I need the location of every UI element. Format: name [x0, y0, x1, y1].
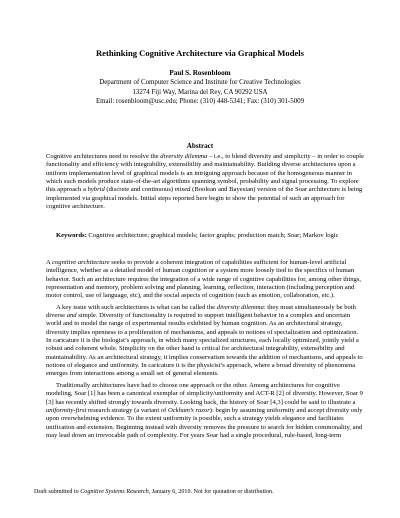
text-run: ): begin by assuming uniformity and accept diversity only upon overwhelming evidence. To the extent uniformity is possible, such a strategy yields elegance and facilitates unification and extension. Beginning instead with diversity removes the pressure to search for hidden commonality, and may lead down an irrevocable path of complexity. For years Soar had a single procedural, rule-based, long-term: [46, 406, 363, 439]
footer-suffix: , January 6, 2010. Not for quotation or distribution.: [148, 489, 274, 495]
emphasized-text: diversity dilemma: [160, 153, 208, 160]
body-paragraph: [46, 382, 364, 440]
author-name: Paul S. Rosenbloom: [169, 69, 231, 77]
text-run: research strategy (a variant of: [86, 406, 168, 414]
text-run: : they must simultaneously be both diverse: [46, 303, 356, 320]
paper-title: Rethinking Cognitive Architecture via Graphical Models: [95, 48, 305, 58]
body-paragraph: [46, 304, 364, 379]
contact-line: Email: rosenbloom@usc.edu; Phone: (310) 448-5341; Fax: (310) 301-5009: [95, 98, 305, 106]
emphasized-text: uniformity-first: [46, 406, 87, 414]
body-text: [46, 259, 364, 443]
emphasized-text: cognitive architecture: [52, 259, 110, 266]
text-run: (discrete and continuous): [104, 186, 175, 194]
emphasized-text: and: [66, 312, 77, 320]
body-paragraph: [46, 259, 364, 301]
emphasized-text: mixed: [174, 186, 191, 194]
emphasized-text: Ockham’s razor: [167, 406, 210, 414]
keywords-text: Cognitive architecture; graphical models; factor graphs; production match; Soar; Markov logic: [86, 232, 339, 239]
text-run: Traditionally architectures have had to choose one approach or the other. Among architectures for cognitive modeling, Soar [1] has been a canonical exemplar of simplicity/uniformity and ACT-R [2] of diversity. However, Soar 9 [3] has recently shifted strongly towards diversity. Looking back, the history of Soar [4,3] could be said to illustrate a: [46, 381, 363, 406]
text-run: simple. Diversity of functionality is required to support intelligent behavior in a complex and uncertain world and to model the range of experimental results exhibited by human cognition. As an architectural strategy, diversity implies openness to a proliferation of mechanisms, and appeals to notions of specialization and optimization. In caricature it is the biologist’s approach, in which many specialized structures, each locally optimized, jointly yield a robust and coherent whole. Simplicity on the other hand is critical for architectural integrability, extensibility and maintainability. As an architectural strategy, it implies conservatism towards the addition of mechanisms, and appeals to notions of elegance and uniformity. In caricature it is the physicist’s approach, where a broad diversity of phenomena emerges from interactions among a small set of general elements.: [46, 312, 363, 378]
text-run: A: [46, 259, 53, 266]
emphasized-text: hybrid: [87, 186, 105, 194]
keywords: [46, 232, 364, 240]
footer-prefix: Draft submitted to: [34, 489, 81, 495]
text-run: seeks to provide a coherent integration of capabilities sufficient for human-level artificial intelligence, whether as a detailed model of human cognition or a system more loosely tied to the specifics of human behavior. Such an architecture requires the integration of a wide range of cognitive capabilities for, among other things, representation and memory, problem solving and planning, learning, reflection, interaction (including perception and motor control, use of language, etc), and the social aspects of cognition (such as emotion, collaboration, etc.).: [46, 259, 362, 300]
text-run: (Boolean and Bayesian) version of the Soar architecture is being implemented via graphical models. Initial steps reported here begin to show the potential of such an approach for cognitive architecture.: [46, 186, 363, 211]
text-run: A key issue with such architectures is what can be called the: [56, 303, 217, 311]
emphasized-text: diversity dilemma: [216, 303, 264, 311]
abstract-heading: Abstract: [186, 142, 214, 150]
author-affiliation: [0, 78, 400, 107]
keywords-label: Keywords:: [56, 232, 87, 239]
abstract-text: [46, 153, 364, 211]
footer-venue: Cognitive Systems Research: [80, 489, 149, 495]
draft-footer: [34, 488, 374, 496]
address-line: 13274 Fiji Way, Marina del Rey, CA 90292 USA: [132, 88, 268, 96]
text-run: – i.e., to blend diversity and simplicity – in order to couple functionality and efficiency with integrability, extensibility and maintainability. Building diverse architectures upon a uniform implementation level of graphical models is an intriguing approach because of the homogeneous manner in which such models produce state-of-the-art algorithms spanning symbol, probability and signal processing. To explore this approach a: [46, 153, 364, 194]
affiliation-line: Department of Computer Science and Institute for Creative Technologies: [99, 79, 301, 86]
text-run: Cognitive architectures need to resolve the: [46, 153, 161, 160]
